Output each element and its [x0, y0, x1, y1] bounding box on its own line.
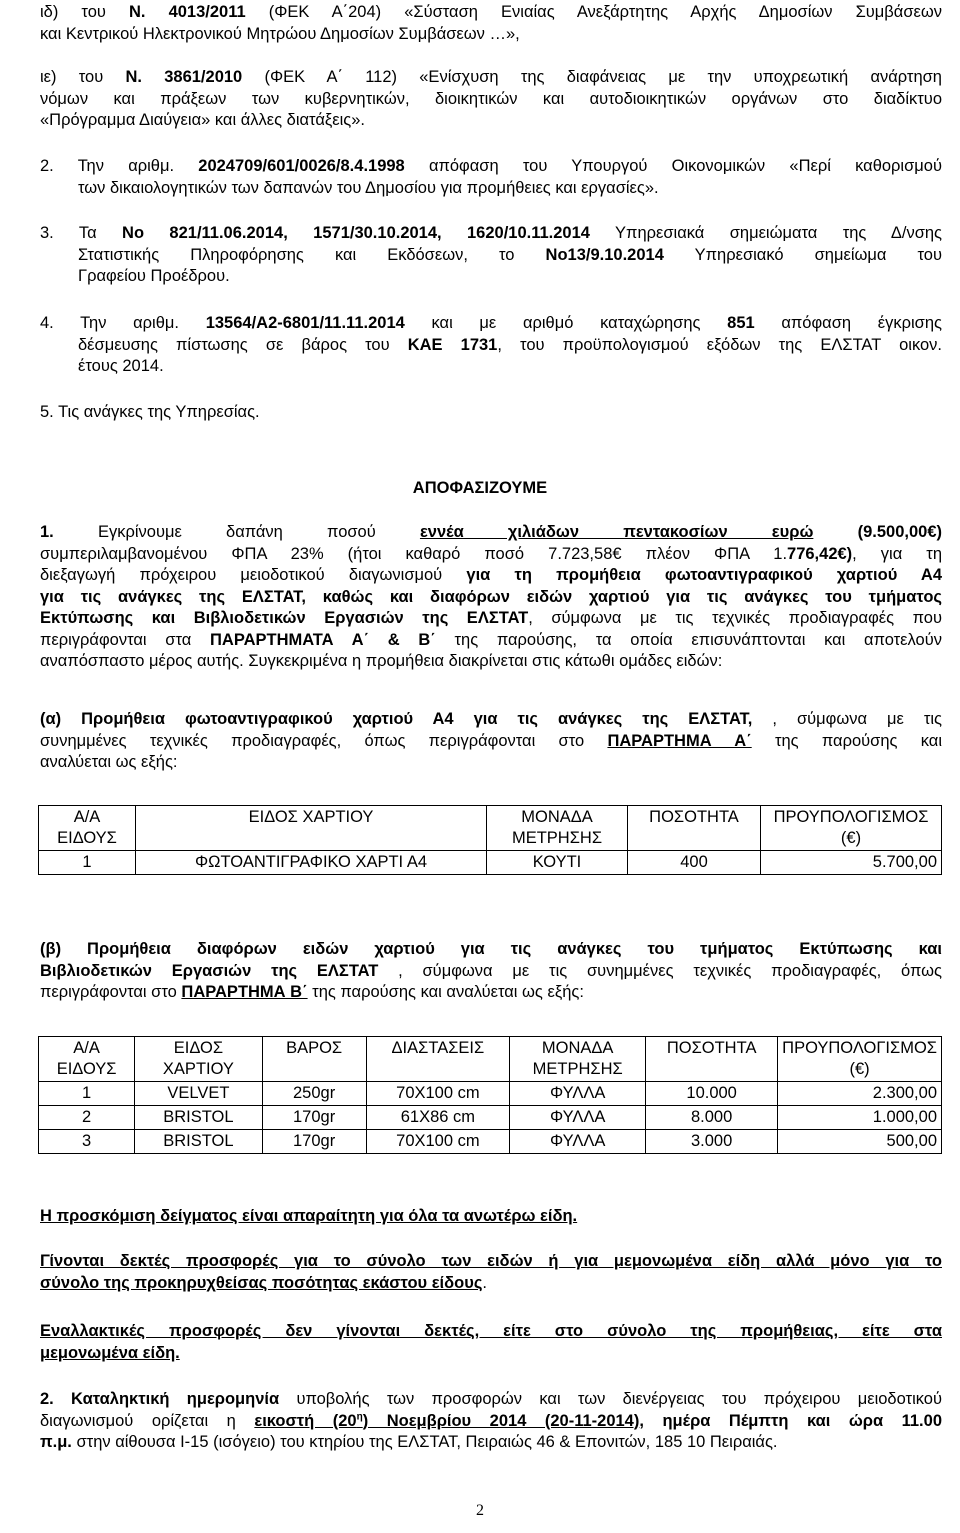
table-cell: 1	[39, 1082, 135, 1106]
item-3	[40, 223, 942, 288]
decision-2-line3: π.μ. στην αίθουσα Ι-15 (ισόγειο) του κτηρίου της ΕΛΣΤΑΤ, Πειραιώς 46 & Επονιτών, 185 10 Πειραιάς.	[40, 1433, 778, 1451]
table-cell: ΚΟΥΤΙ	[487, 851, 628, 875]
table-a-header-cell: ΠΟΣΟΤΗΤΑ	[628, 806, 761, 851]
table-cell: 400	[628, 851, 761, 875]
table-cell: 3.000	[646, 1130, 778, 1154]
item-3-line2: Στατιστικής Πληροφόρησης και Εκδόσεων, το Νο13/9.10.2014 Υπηρεσιακό σημείωμα του	[78, 245, 942, 264]
decision-2-line2: διαγωνισμού ορίζεται η εικοστή $(20^\eta)$ Νοεμβρίου 2014 (20-11-2014), ημέρα Πέμπτη και ώρα 11.00	[40, 1411, 942, 1430]
table-b-header-cell: Α/Α ΕΙΔΟΥΣ	[39, 1037, 135, 1082]
table-cell: 500,00	[778, 1130, 942, 1154]
item-4-line3: έτους 2014.	[78, 357, 164, 375]
table-b-header-cell: ΠΡΟΥΠΟΛΟΓΙΣΜΟΣ (€)	[778, 1037, 942, 1082]
group-a-line2: συνημμένες τεχνικές προδιαγραφές, όπως περιγράφονται στο ΠΑΡΑΡΤΗΜΑ Α΄ της παρούσης και	[40, 731, 942, 750]
decision-1-line3: διεξαγωγή πρόχειρου μειοδοτικού διαγωνισμού για τη προμήθεια φωτοαντιγραφικού χαρτιού Α4	[40, 566, 942, 584]
table-cell: 70X100 cm	[366, 1082, 510, 1106]
item-5-line: 5. Τις ανάγκες της Υπηρεσίας.	[40, 403, 260, 421]
table-cell: 8.000	[646, 1106, 778, 1130]
item-2	[40, 156, 942, 199]
table-cell: 250gr	[262, 1082, 366, 1106]
table-row	[39, 851, 942, 875]
table-b-header-row	[39, 1037, 942, 1082]
table-a-header-cell: Α/Α ΕΙΔΟΥΣ	[39, 806, 136, 851]
decision-1-line6: περιγράφονται στα ΠΑΡΑΡΤΗΜΑΤΑ Α΄ & Β΄ της παρούσης, τα οποία επισυνάπτονται και αποτελούν	[40, 630, 942, 649]
law-item-id-line1: ιδ) του Ν. 4013/2011 (ΦΕΚ Α΄204) «Σύσταση Ενιαίας Ανεξάρτητης Αρχής Δημοσίων Συμβάσεων	[40, 3, 943, 21]
table-cell: ΦΥΛΛΑ	[510, 1106, 646, 1130]
item-2-line2: των δικαιολογητικών των δαπανών του Δημοσίου για προμήθειες και εργασίες».	[78, 178, 659, 197]
decision-1-line2: συμπεριλαμβανομένου ΦΠΑ 23% (ήτοι καθαρό ποσό 7.723,58€ πλέον ΦΠΑ 1.776,42€), για τη	[40, 544, 942, 563]
table-b-header-cell: ΔΙΑΣΤΑΣΕΙΣ	[366, 1037, 510, 1082]
decision-2-line1: 2. Καταληκτική ημερομηνία υποβολής των προσφορών και των διενέργειας του πρόχειρου μειοδοτικού	[40, 1390, 942, 1408]
law-item-ie-line3: «Πρόγραμμα Διαύγεια» και άλλες διατάξεις».	[40, 111, 365, 129]
group-a-line1: (α) Προμήθεια φωτοαντιγραφικού χαρτιού Α4 για τις ανάγκες της ΕΛΣΤΑΤ, , σύμφωνα με τις	[40, 710, 942, 728]
note-alt-line2: μεμονωμένα είδη.	[40, 1343, 180, 1362]
decision-1-line4: για τις ανάγκες της ΕΛΣΤΑΤ, καθώς και διαφόρων ειδών χαρτιού για τις ανάγκες του τμήματος	[40, 587, 942, 606]
table-cell: 170gr	[262, 1130, 366, 1154]
table-a-header-cell: ΠΡΟΥΠΟΛΟΓΙΣΜΟΣ (€)	[761, 806, 942, 851]
item-4-line1: 4. Την αριθμ. 13564/Α2-6801/11.11.2014 και με αριθμό καταχώρησης 851 απόφαση έγκρισης	[40, 314, 942, 332]
table-cell: VELVET	[135, 1082, 263, 1106]
item-4-line2: δέσμευσης πίστωσης σε βάρος του ΚΑΕ 1731, του προϋπολογισμού εξόδων της ΕΛΣΤΑΤ οικον.	[78, 335, 943, 354]
decision-1	[40, 522, 942, 673]
table-a-header-cell: ΕΙΔΟΣ ΧΑΡΤΙΟΥ	[136, 806, 487, 851]
decision-1-line7: αναπόσπαστο μέρος αυτής. Συγκεκριμένα η προμήθεια διακρίνεται στις κάτωθι ομάδες ειδών:	[40, 652, 723, 670]
table-cell: 61X86 cm	[366, 1106, 510, 1130]
group-b-line3: περιγράφονται στο ΠΑΡΑΡΤΗΜΑ Β΄ της παρούσης και αναλύεται ως εξής:	[40, 983, 584, 1001]
table-b-header-cell: ΒΑΡΟΣ	[262, 1037, 366, 1082]
table-cell: 70X100 cm	[366, 1130, 510, 1154]
note-sample	[40, 1206, 942, 1228]
table-cell: 170gr	[262, 1106, 366, 1130]
note-alternative	[40, 1321, 942, 1364]
item-4	[40, 313, 942, 378]
note-accept	[40, 1251, 942, 1294]
table-row	[39, 1130, 942, 1154]
group-b-line2: Βιβλιοδετικών Εργασιών της ΕΛΣΤΑΤ , σύμφωνα με τις συνημμένες τεχνικές προδιαγραφές, όπως	[40, 961, 942, 980]
table-a-header-cell: ΜΟΝΑΔΑ ΜΕΤΡΗΣΗΣ	[487, 806, 628, 851]
table-cell: ΦΥΛΛΑ	[510, 1082, 646, 1106]
table-cell: 5.700,00	[761, 851, 942, 875]
table-cell: BRISTOL	[135, 1106, 263, 1130]
table-cell: 10.000	[646, 1082, 778, 1106]
law-item-id-line2: και Κεντρικού Ηλεκτρονικού Μητρώου Δημοσίων Συμβάσεων …»,	[40, 24, 520, 43]
table-b-header-cell: ΕΙΔΟΣ ΧΑΡΤΙΟΥ	[135, 1037, 263, 1082]
table-cell: BRISTOL	[135, 1130, 263, 1154]
law-item-ie-line1: ιε) του Ν. 3861/2010 (ΦΕΚ Α΄ 112) «Ενίσχυση της διαφάνειας με την υποχρεωτική ανάρτηση	[40, 68, 942, 86]
table-row	[39, 1106, 942, 1130]
table-cell: ΦΩΤΟΑΝΤΙΓΡΑΦΙΚΟ ΧΑΡΤΙ Α4	[136, 851, 487, 875]
table-b	[38, 1036, 942, 1154]
table-cell: 1.000,00	[778, 1106, 942, 1130]
note-alt-line1: Εναλλακτικές προσφορές δεν γίνονται δεκτές, είτε στο σύνολο της προμήθειας, είτε στα	[40, 1322, 942, 1340]
group-b-line1: (β) Προμήθεια διαφόρων ειδών χαρτιού για τις ανάγκες του τμήματος Εκτύπωσης και	[40, 940, 942, 958]
item-3-line3: Γραφείου Προέδρου.	[78, 267, 230, 285]
page-number: 2	[476, 1502, 484, 1519]
table-b-header-cell: ΠΟΣΟΤΗΤΑ	[646, 1037, 778, 1082]
table-row	[39, 1082, 942, 1106]
decision-2	[40, 1389, 942, 1454]
note-sample-line: Η προσκόμιση δείγματος είναι απαραίτητη για όλα τα ανωτέρω είδη.	[40, 1207, 578, 1225]
note-accept-line1: Γίνονται δεκτές προσφορές για το σύνολο των ειδών ή για μεμονωμένα είδη αλλά μόνο για το	[40, 1252, 942, 1270]
group-b-paragraph	[40, 939, 942, 1004]
table-cell: 2	[39, 1106, 135, 1130]
group-a-line3: αναλύεται ως εξής:	[40, 753, 178, 771]
law-item-ie-line2: νόμων και πράξεων των κυβερνητικών, διοικητικών και αυτοδιοικητικών οργάνων στο διαδίκτυο	[40, 89, 942, 108]
table-cell: ΦΥΛΛΑ	[510, 1130, 646, 1154]
item-5	[40, 402, 942, 424]
table-b-header-cell: ΜΟΝΑΔΑ ΜΕΤΡΗΣΗΣ	[510, 1037, 646, 1082]
law-item-ie	[40, 67, 942, 132]
item-3-line1: 3. Τα Νο 821/11.06.2014, 1571/30.10.2014, 1620/10.11.2014 Υπηρεσιακά σημειώματα της Δ/νσης	[40, 224, 943, 242]
table-cell: 1	[39, 851, 136, 875]
note-accept-line2: σύνολο της προκηρυχθείσας ποσότητας εκάστου είδους.	[40, 1273, 488, 1292]
law-item-id	[40, 2, 942, 45]
table-a	[38, 805, 942, 875]
decision-1-line1: 1. Εγκρίνουμε δαπάνη ποσού εννέα χιλιάδων πεντακοσίων ευρώ (9.500,00€)	[40, 523, 942, 541]
decision-heading: ΑΠΟΦΑΣΙΖΟΥΜΕ	[412, 479, 548, 497]
table-cell: 2.300,00	[778, 1082, 942, 1106]
table-a-header-row	[39, 806, 942, 851]
table-cell: 3	[39, 1130, 135, 1154]
group-a-paragraph	[40, 709, 942, 774]
item-2-line1: 2. Την αριθμ. 2024709/601/0026/8.4.1998 απόφαση του Υπουργού Οικονομικών «Περί καθορισμού	[40, 157, 942, 175]
decision-1-line5: Εκτύπωσης και Βιβλιοδετικών Εργασιών της ΕΛΣΤΑΤ, σύμφωνα με τις τεχνικές προδιαγραφές που	[40, 609, 942, 627]
